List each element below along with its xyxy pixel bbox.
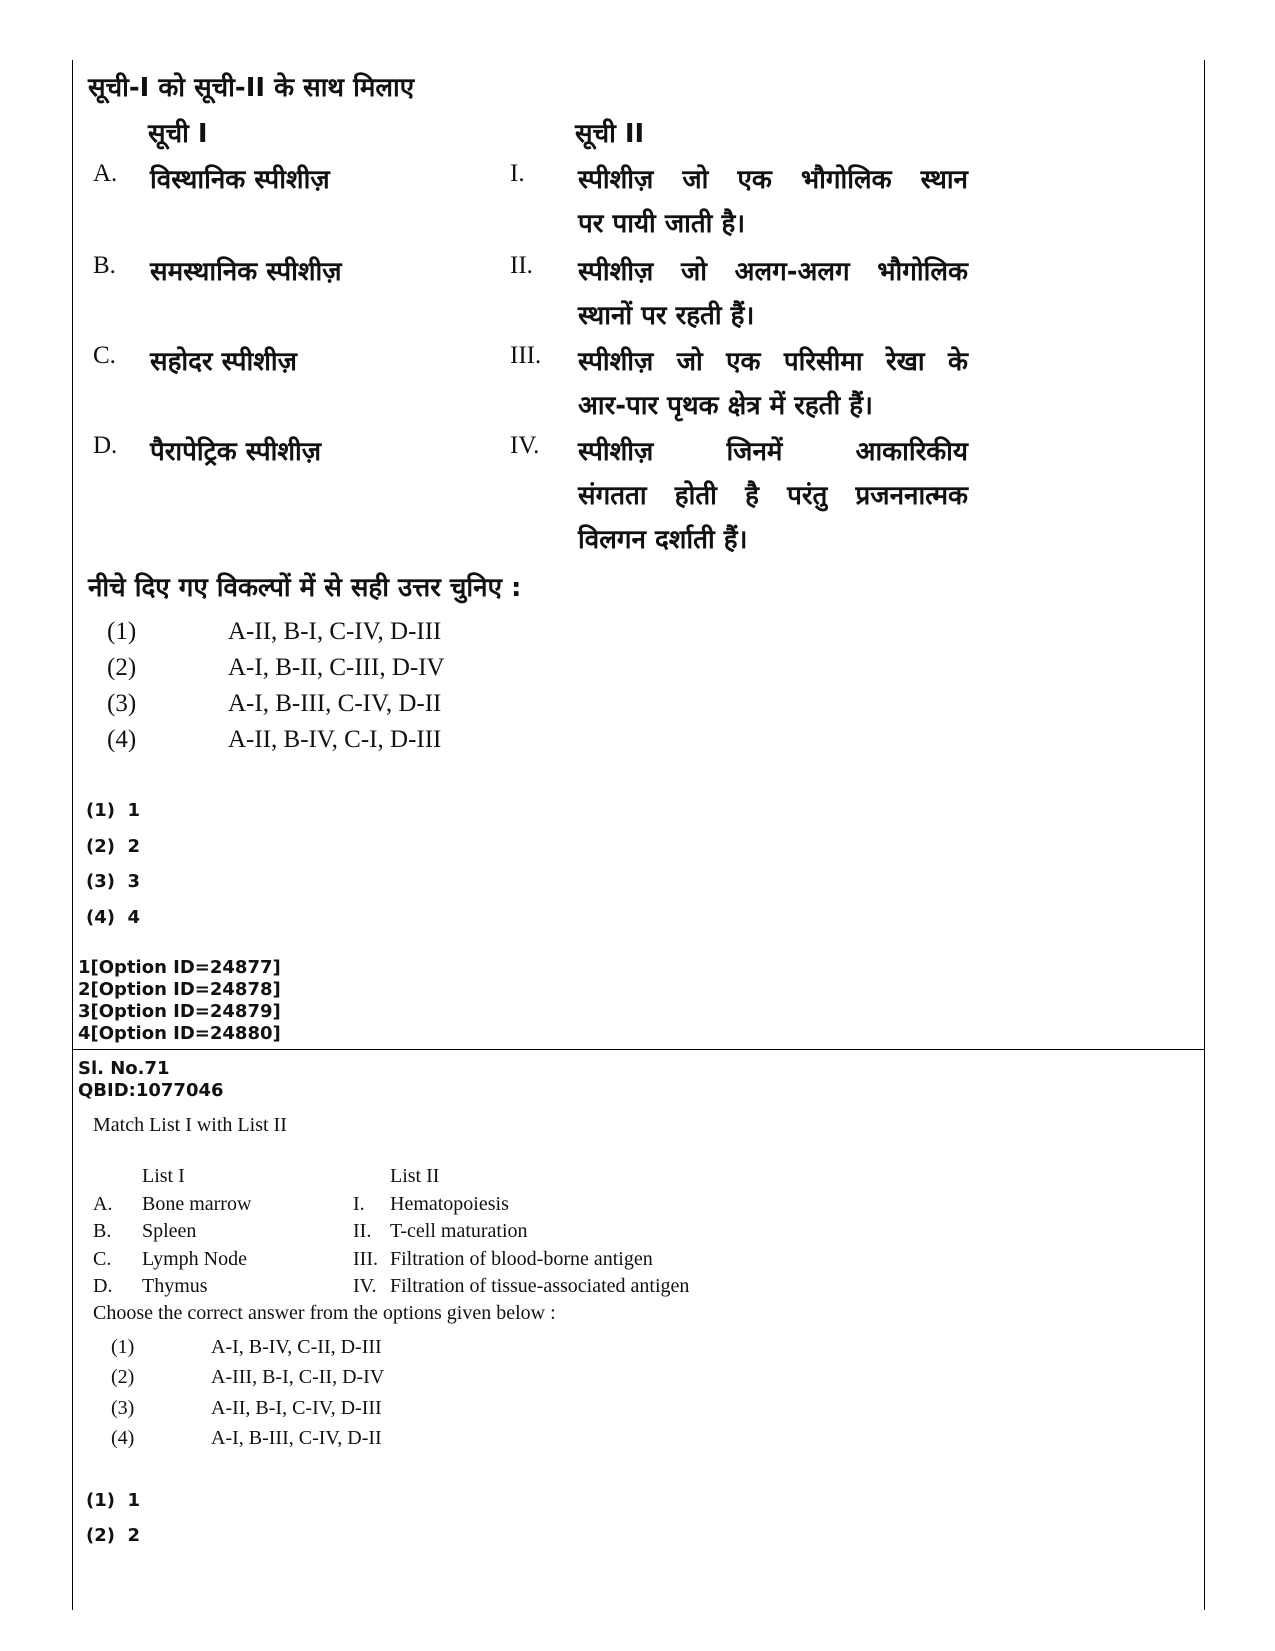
list2-header: सूची II <box>575 119 645 149</box>
choose-instruction: Choose the correct answer from the options given below : <box>93 1302 556 1324</box>
qbid: QBID:1077046 <box>78 1080 224 1101</box>
row-item: Spleen <box>142 1220 197 1242</box>
row-desc: स्पीशीज़ जिनमें आकारिकीय <box>578 437 968 467</box>
row-numeral: II. <box>510 252 533 279</box>
option-id: 4[Option ID=24880] <box>78 1023 281 1044</box>
row-desc: पर पायी जाती है। <box>578 209 746 239</box>
instruction: सूची-I को सूची-II के साथ मिलाए <box>88 73 415 103</box>
row-numeral: IV. <box>510 432 540 459</box>
row-letter: B. <box>93 1220 112 1242</box>
row-desc: Filtration of tissue-associated antigen <box>390 1275 690 1297</box>
row-letter: D. <box>93 432 118 459</box>
question-separator <box>72 1049 1205 1050</box>
row-desc: स्पीशीज़ जो एक परिसीमा रेखा के <box>578 347 968 377</box>
row-desc: विलगन दर्शाती हैं। <box>578 525 748 555</box>
row-numeral: I. <box>353 1193 365 1215</box>
instruction: Match List I with List II <box>93 1114 287 1136</box>
answer-option[interactable]: (3) 3 <box>86 871 141 892</box>
row-item: Thymus <box>142 1275 208 1297</box>
row-letter: A. <box>93 1193 113 1215</box>
option-number: (1) <box>107 618 137 645</box>
row-desc: Hematopoiesis <box>390 1193 509 1215</box>
row-numeral: III. <box>353 1248 378 1270</box>
option-id: 3[Option ID=24879] <box>78 1001 281 1022</box>
option-text: A-I, B-III, C-IV, D-II <box>228 690 442 717</box>
row-numeral: III. <box>510 342 542 369</box>
answer-option[interactable]: (2) 2 <box>86 836 141 857</box>
answer-option[interactable]: (1) 1 <box>86 1490 141 1511</box>
row-desc: संगतता होती है परंतु प्रजननात्मक <box>578 481 968 511</box>
option-number: (4) <box>111 1427 135 1449</box>
option-number: (2) <box>111 1366 135 1388</box>
option-text: A-II, B-IV, C-I, D-III <box>228 726 442 753</box>
option-text: A-I, B-IV, C-II, D-III <box>211 1336 382 1358</box>
row-item: विस्थानिक स्पीशीज़ <box>150 165 330 195</box>
page-left-border <box>72 60 73 1610</box>
row-letter: C. <box>93 342 116 369</box>
option-id: 2[Option ID=24878] <box>78 979 281 1000</box>
row-item: Lymph Node <box>142 1248 247 1270</box>
row-desc: T-cell maturation <box>390 1220 528 1242</box>
row-letter: B. <box>93 252 116 279</box>
option-number: (2) <box>107 654 137 681</box>
answer-option[interactable]: (4) 4 <box>86 907 141 928</box>
option-text: A-I, B-II, C-III, D-IV <box>228 654 445 681</box>
option-text: A-I, B-III, C-IV, D-II <box>211 1427 382 1449</box>
option-id: 1[Option ID=24877] <box>78 957 281 978</box>
row-item: Bone marrow <box>142 1193 252 1215</box>
row-numeral: I. <box>510 160 525 187</box>
row-numeral: II. <box>353 1220 372 1242</box>
answer-option[interactable]: (2) 2 <box>86 1525 141 1546</box>
serial-number: Sl. No.71 <box>78 1058 170 1079</box>
option-text: A-II, B-I, C-IV, D-III <box>211 1397 382 1419</box>
row-desc: Filtration of blood-borne antigen <box>390 1248 653 1270</box>
option-number: (1) <box>111 1336 135 1358</box>
list1-header: List I <box>142 1165 185 1187</box>
option-text: A-II, B-I, C-IV, D-III <box>228 618 442 645</box>
row-numeral: IV. <box>353 1275 377 1297</box>
row-desc: आर-पार पृथक क्षेत्र में रहती हैं। <box>578 391 873 421</box>
row-letter: D. <box>93 1275 113 1297</box>
row-desc: स्पीशीज़ जो अलग-अलग भौगोलिक <box>578 257 968 287</box>
row-item: सहोदर स्पीशीज़ <box>150 347 297 377</box>
row-item: पैरापेट्रिक स्पीशीज़ <box>150 437 322 467</box>
choose-instruction: नीचे दिए गए विकल्पों में से सही उत्तर चुनिए : <box>88 573 522 603</box>
answer-option[interactable]: (1) 1 <box>86 800 141 821</box>
row-desc: स्पीशीज़ जो एक भौगोलिक स्थान <box>578 165 968 195</box>
row-desc: स्थानों पर रहती हैं। <box>578 301 755 331</box>
page-right-border <box>1204 60 1205 1610</box>
row-letter: A. <box>93 160 118 187</box>
list1-header: सूची I <box>148 119 208 149</box>
row-letter: C. <box>93 1248 112 1270</box>
row-item: समस्थानिक स्पीशीज़ <box>150 257 342 287</box>
option-number: (3) <box>111 1397 135 1419</box>
option-number: (3) <box>107 690 137 717</box>
list2-header: List II <box>390 1165 440 1187</box>
option-text: A-III, B-I, C-II, D-IV <box>211 1366 385 1388</box>
option-number: (4) <box>107 726 137 753</box>
